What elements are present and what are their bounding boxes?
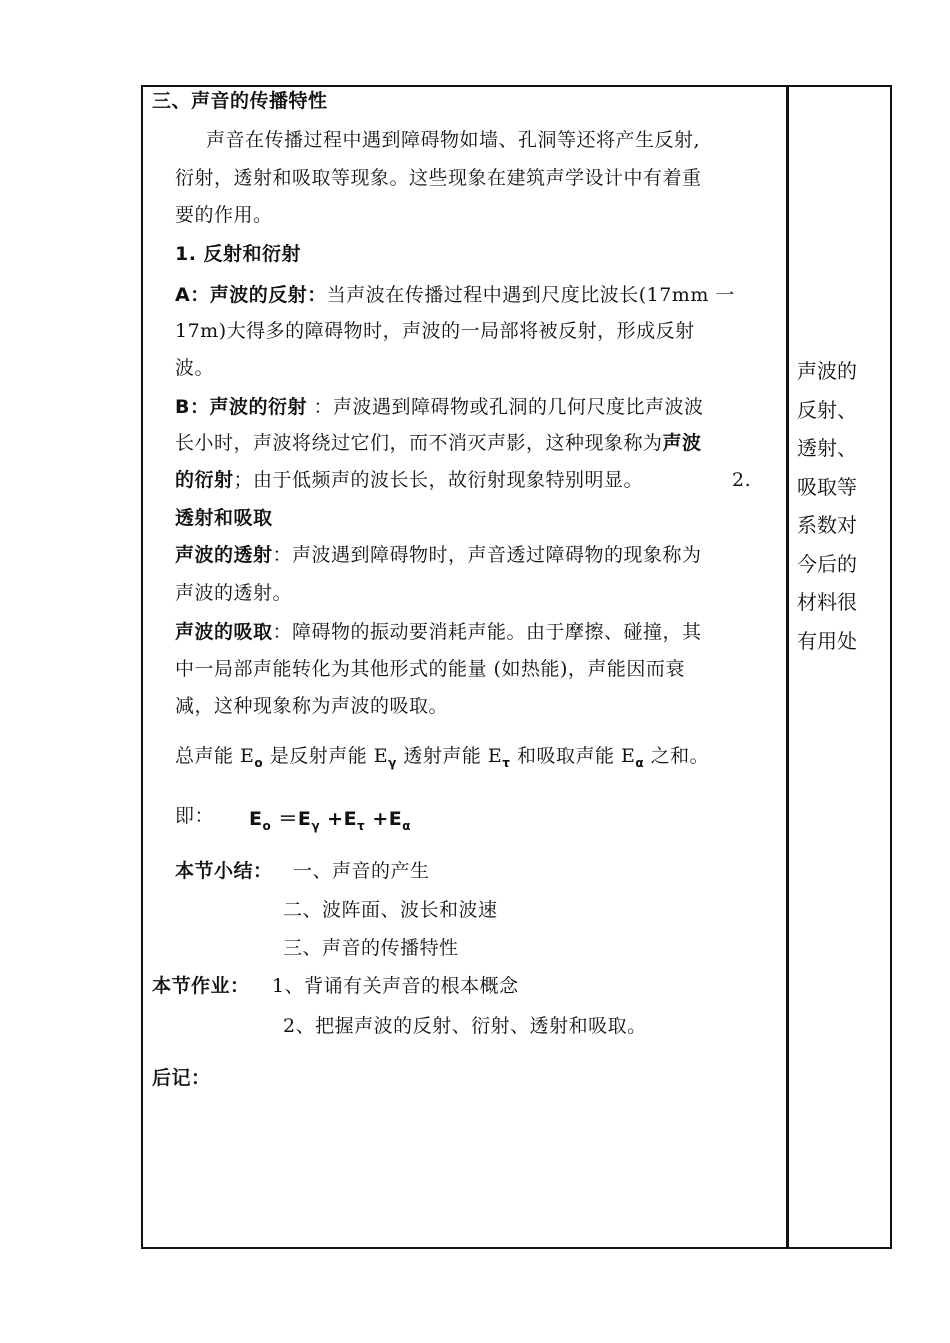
side-note [797,352,877,660]
homework-item-1: 1、背诵有关声音的根本概念 [272,975,519,997]
summary-item-2: 二、波阵面、波长和波速 [283,899,498,921]
diffraction-text-1: ：声波遇到障碍物或孔洞的几何尺度比声波波 [306,396,704,418]
reflection-text-1: 当声波在传播过程中遇到尺度比波长(17mm 一 [326,284,735,306]
transmission-text-1: ：声波遇到障碍物时，声音透过障碍物的现象称为 [272,544,702,566]
side-note-line: 反射、 [797,397,857,422]
intro-line-1: 声音在传播过程中遇到障碍物如墙、孔洞等还将产生反射, [206,129,701,151]
side-note-line: 有用处 [797,628,857,653]
diffraction-text-3: ；由于低频声的波长长，故衍射现象特别明显。 [233,469,644,491]
homework-item-2: 2、把握声波的反射、衍射、透射和吸取。 [283,1015,647,1037]
diffraction-text-2: 长小时，声波将绕过它们，而不消灭声影，这种现象称为 [175,432,663,454]
eq-e1: E [249,808,263,830]
te-sub-2: γ [388,756,397,770]
eq-s1: o [262,819,272,833]
total-energy-line [175,744,709,775]
reflection-line-2: 17m)大得多的障碍物时，声波的一局部将被反射，形成反射 [175,320,695,342]
homework-label: 本节作业： [152,975,250,997]
section-title: 三、声音的传播特性 [152,90,328,112]
postscript-label: 后记： [152,1067,211,1089]
intro-line-2: 衍射，透射和吸取等现象。这些现象在建筑声学设计中有着重 [175,167,702,189]
side-note-line: 声波的 [797,359,857,383]
absorption-label: 声波的吸取 [175,621,273,643]
te-text-5: 之和。 [644,745,710,767]
eq-s2: γ [311,819,321,833]
te-text-4: 和吸取声能 E [510,745,636,767]
subsection-transmission-absorption: 透射和吸取 [175,507,273,529]
energy-equation [249,807,411,838]
side-note-line: 系数对 [797,513,857,537]
te-text-2: 是反射声能 E [263,745,389,767]
diffraction-line-1 [175,395,704,419]
te-sub-4: α [635,756,645,770]
eq-e4: +E [365,808,403,830]
transmission-line-2: 声波的透射。 [175,582,293,604]
diffraction-term-b: 的衍射 [175,469,234,491]
summary-label: 本节小结： [175,860,273,882]
intro-line-3: 要的作用。 [175,204,273,226]
transmission-line-1 [175,543,702,567]
side-note-line: 今后的 [797,551,857,576]
reflection-label: A：声波的反射： [175,284,327,306]
te-sub-1: o [254,756,264,770]
column-divider [786,85,789,1249]
eq-s3: τ [357,819,366,833]
eq-s4: α [402,819,411,833]
te-sub-3: τ [502,756,511,770]
subsection-reflection-diffraction: 1. 反射和衍射 [175,243,302,265]
summary-item-3: 三、声音的传播特性 [283,937,459,959]
te-text-1: 总声能 E [175,745,255,767]
absorption-line-3: 减，这种现象称为声波的吸取。 [175,695,449,717]
eq-e3: +E [320,808,358,830]
reflection-line-3: 波。 [175,357,215,379]
absorption-line-2: 中一局部声能转化为其他形式的能量 (如热能)，声能因而衰 [175,658,685,680]
absorption-text-1: ：障碍物的振动要消耗声能。由于摩擦、碰撞，其 [272,621,702,643]
next-section-number: 2. [732,469,752,491]
diffraction-line-2 [175,431,702,455]
reflection-line-1 [175,283,735,307]
summary-item-1: 一、声音的产生 [293,860,430,882]
side-note-line: 透射、 [797,436,857,460]
side-note-line: 吸取等 [797,474,857,499]
equation-prefix: 即： [175,805,215,827]
side-note-line: 材料很 [797,590,857,614]
eq-e2: ＝E [271,808,312,830]
diffraction-label: B：声波的衍射 [175,396,307,418]
te-text-3: 透射声能 E [396,745,503,767]
diffraction-line-3 [175,468,643,492]
absorption-line-1 [175,620,702,644]
transmission-label: 声波的透射 [175,544,273,566]
diffraction-term-a: 声波 [662,432,702,454]
